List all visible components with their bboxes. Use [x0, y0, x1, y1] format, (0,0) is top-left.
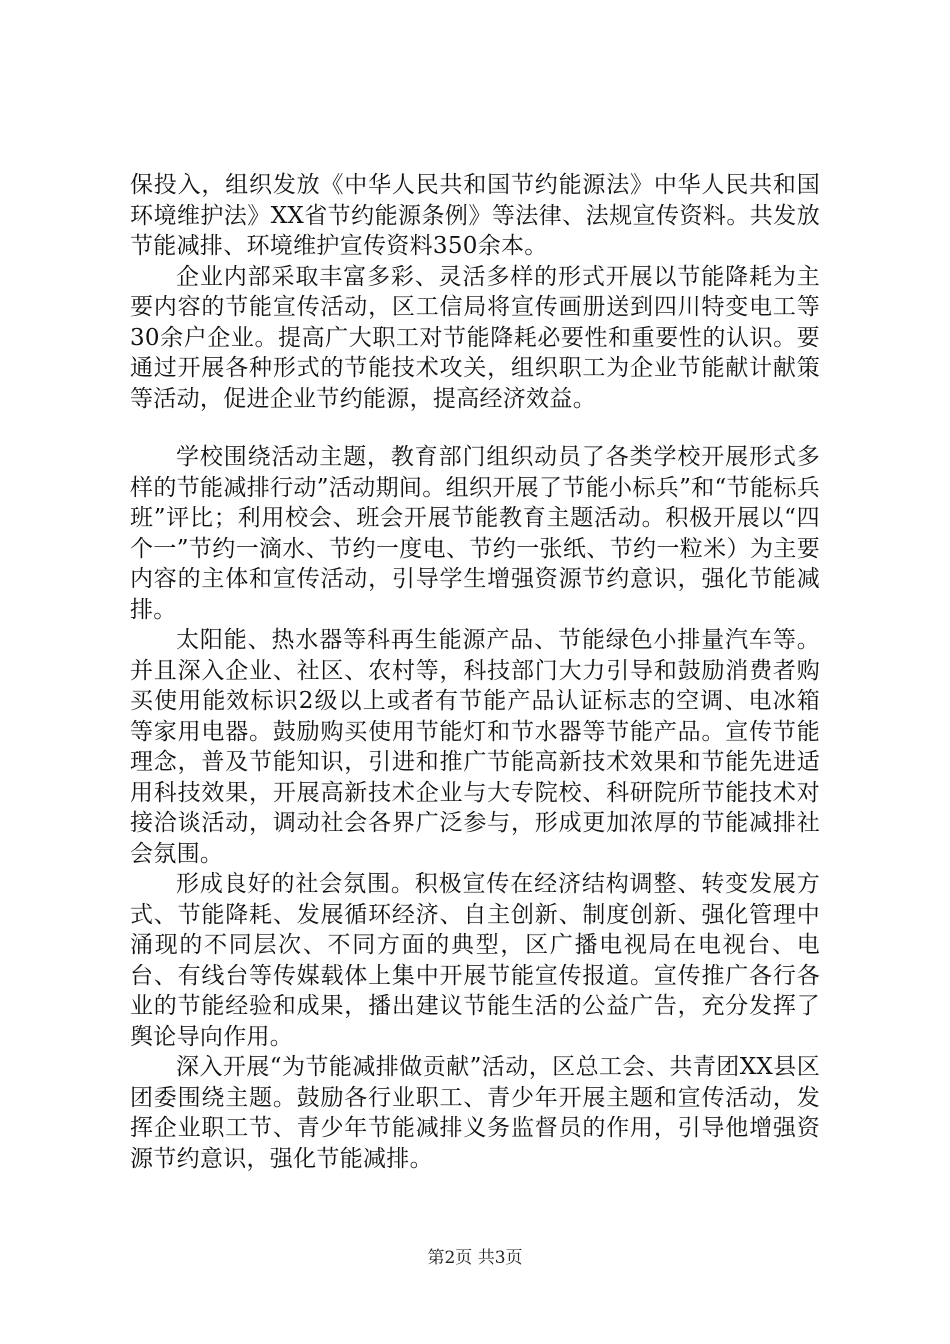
paragraph-6: 深入开展“为节能减排做贡献”活动，区总工会、共青团XX县区团委围绕主题。鼓励各行业职工、青少年开展主题和宣传活动，发挥企业职工节、青少年节能减排义务监督员的作用，引导他增强资源节约意识，强化节能减排。 [130, 1054, 820, 1172]
page-number-footer: 第2页 共3页 [427, 1248, 523, 1268]
paragraph-3: 学校围绕活动主题，教育部门组织动员了各类学校开展形式多样的节能减排行动”活动期间。组织开展了节能小标兵”和“节能标兵班”评比；利用校会、班会开展节能教育主题活动。积极开展以“四个一”节约一滴水、节约一度电、节约一张纸、节约一粒米）为主要内容的主体和宣传活动，引导学生增强资源节约意识，强化节能减排。 [130, 444, 820, 623]
paragraph-1: 保投入，组织发放《中华人民共和国节约能源法》中华人民共和国环境维护法》XX省节约能源条例》等法律、法规宣传资料。共发放节能减排、环境维护宣传资料350余本。 [130, 172, 820, 259]
paragraph-2: 企业内部采取丰富多彩、灵活多样的形式开展以节能降耗为主要内容的节能宣传活动，区工信局将宣传画册送到四川特变电工等30余户企业。提高广大职工对节能降耗必要性和重要性的认识。要通过开展各种形式的节能技术攻关，组织职工为企业节能献计献策等活动，促进企业节约能源，提高经济效益。 [130, 263, 820, 412]
paragraph-5: 形成良好的社会氛围。积极宣传在经济结构调整、转变发展方式、节能降耗、发展循环经济、自主创新、制度创新、强化管理中涌现的不同层次、不同方面的典型，区广播电视局在电视台、电台、有线台等传媒载体上集中开展节能宣传报道。宣传推广各行各业的节能经验和成果，播出建议节能生活的公益广告，充分发挥了舆论导向作用。 [130, 871, 820, 1050]
paragraph-4: 太阳能、热水器等科再生能源产品、节能绿色小排量汽车等。并且深入企业、社区、农村等，科技部门大力引导和鼓励消费者购买使用能效标识2级以上或者有节能产品认证标志的空调、电冰箱等家用电器。鼓励购买使用节能灯和节水器等节能产品。宣传节能理念，普及节能知识，引进和推广节能高新技术效果和节能先进适用科技效果，开展高新技术企业与大专院校、科研院所节能技术对接洽谈活动，调动社会各界广泛参与，形成更加浓厚的节能减排社会氛围。 [130, 627, 820, 867]
document-body [130, 170, 820, 1174]
